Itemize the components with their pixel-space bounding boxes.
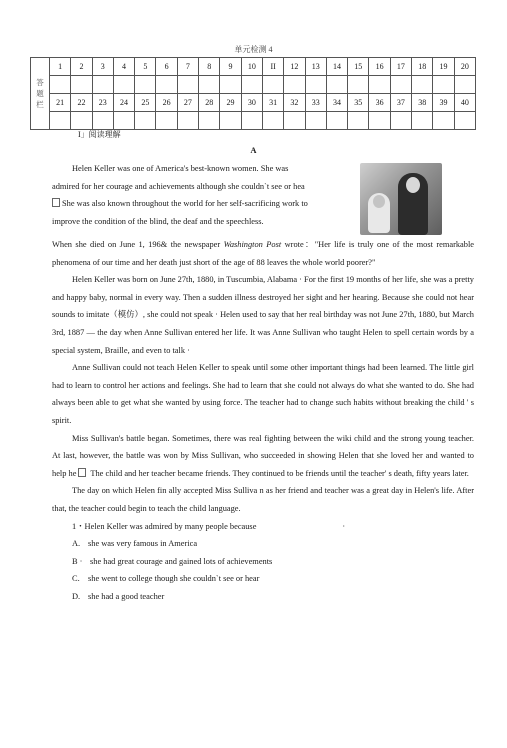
question-number-cell: 23 — [92, 94, 113, 112]
passage-title: A — [250, 145, 257, 155]
question-number-cell: 29 — [220, 94, 241, 112]
answer-cell[interactable] — [50, 76, 71, 94]
question-number-cell: 15 — [348, 58, 369, 76]
question-number-cell: 18 — [412, 58, 433, 76]
answer-cell[interactable] — [177, 112, 198, 130]
option-b[interactable]: B · she had great courage and gained lots of achievements — [72, 556, 273, 566]
answer-cell[interactable] — [369, 112, 390, 130]
question-number-cell: 25 — [135, 94, 156, 112]
answer-cell[interactable] — [92, 112, 113, 130]
passage-paragraph-1-continued — [52, 236, 474, 271]
question-number-cell: 39 — [433, 94, 454, 112]
question-number-cell: 24 — [113, 94, 134, 112]
question-number-cell: 36 — [369, 94, 390, 112]
answer-cell[interactable] — [113, 76, 134, 94]
question-number-cell: 8 — [199, 58, 220, 76]
missing-glyph-box — [78, 468, 86, 477]
text-run: wrote："Her life is truly one of the most remarkable phenomena of our time and her death just short of the age of 88 leaves the whole world poorer?" — [52, 240, 474, 267]
question-number-cell: 5 — [135, 58, 156, 76]
answer-grid-side-label — [31, 58, 50, 130]
answer-cell[interactable] — [241, 112, 262, 130]
question-number-cell: 3 — [92, 58, 113, 76]
question-number-cell: 22 — [71, 94, 92, 112]
answer-cell[interactable] — [262, 76, 283, 94]
question-number-cell: 19 — [433, 58, 454, 76]
answer-cell[interactable] — [135, 112, 156, 130]
question-number-cell: 1 — [50, 58, 71, 76]
answer-grid-row-answers-1 — [31, 76, 476, 94]
text-line: improve the condition of the blind, the deaf and the speechless. — [52, 216, 264, 226]
question-number-cell: 12 — [284, 58, 305, 76]
answer-cell[interactable] — [390, 76, 411, 94]
side-char: 栏 — [36, 100, 44, 109]
newspaper-name: Washington Post — [223, 240, 282, 249]
answer-cell[interactable] — [305, 76, 326, 94]
question-number-cell: 35 — [348, 94, 369, 112]
question-number-cell: 6 — [156, 58, 177, 76]
answer-cell[interactable] — [50, 112, 71, 130]
question-number-cell: 17 — [390, 58, 411, 76]
answer-cell[interactable] — [433, 76, 454, 94]
question-number-cell: 14 — [326, 58, 347, 76]
answer-cell[interactable] — [454, 112, 475, 130]
question-number-cell: 38 — [412, 94, 433, 112]
answer-cell[interactable] — [71, 76, 92, 94]
question-number-cell: 30 — [241, 94, 262, 112]
question-number-cell: 28 — [199, 94, 220, 112]
answer-grid — [30, 57, 476, 130]
answer-cell[interactable] — [369, 76, 390, 94]
question-number-cell: 20 — [454, 58, 475, 76]
answer-grid-row-numbers-2 — [31, 94, 476, 112]
passage-paragraph-4 — [52, 430, 474, 483]
passage-body — [52, 236, 474, 605]
question-number-cell: 27 — [177, 94, 198, 112]
answer-cell[interactable] — [412, 76, 433, 94]
answer-cell[interactable] — [433, 112, 454, 130]
answer-cell[interactable] — [92, 76, 113, 94]
answer-cell[interactable] — [326, 112, 347, 130]
side-char: 题 — [36, 89, 44, 98]
question-number-cell: 7 — [177, 58, 198, 76]
question-number-cell: 33 — [305, 94, 326, 112]
answer-grid-row-answers-2 — [31, 112, 476, 130]
question-number-cell: 32 — [284, 94, 305, 112]
answer-cell[interactable] — [177, 76, 198, 94]
answer-cell[interactable] — [220, 112, 241, 130]
question-number-cell: 40 — [454, 94, 475, 112]
question-number-cell: 37 — [390, 94, 411, 112]
answer-cell[interactable] — [262, 112, 283, 130]
answer-cell[interactable] — [199, 112, 220, 130]
answer-cell[interactable] — [156, 76, 177, 94]
text-line — [52, 195, 354, 213]
answer-cell[interactable] — [305, 112, 326, 130]
answer-cell[interactable] — [199, 76, 220, 94]
question-number-cell: 10 — [241, 58, 262, 76]
text-line: Helen Keller was one of America's best-known women. She was — [72, 164, 289, 173]
answer-cell[interactable] — [284, 112, 305, 130]
question-number-cell: 2 — [71, 58, 92, 76]
answer-cell[interactable] — [454, 76, 475, 94]
question-number-cell: 16 — [369, 58, 390, 76]
passage-paragraph-5: The day on which Helen fin ally accepted Miss Sulliva n as her friend and teacher was a great day in Helen's life. After that, the teacher could begin to teach the child language. — [52, 486, 474, 513]
passage-paragraph-1 — [52, 160, 354, 230]
helen-keller-photo — [360, 163, 442, 235]
question-number-cell: 26 — [156, 94, 177, 112]
side-char: 答 — [36, 78, 44, 87]
answer-cell[interactable] — [348, 112, 369, 130]
text-run: Miss Sullivan's battle began. Sometimes, there was real fighting between the wiki child and the strong young teacher. At last, however, the battle was won by Miss Sullivan, who succeeded in showing Helen that she loved her and wanted to help he — [52, 433, 474, 478]
question-number-cell: 21 — [50, 94, 71, 112]
question-number-cell: 34 — [326, 94, 347, 112]
answer-cell[interactable] — [71, 112, 92, 130]
question-stem: 1・Helen Keller was admired by many people because · — [72, 521, 346, 531]
question-number-cell: 9 — [220, 58, 241, 76]
passage-paragraph-3: Anne Sullivan could not teach Helen Keller to speak until some other important things had been learned. The little girl had to learn to control her actions and feelings. She had to learn that she could not always do what she wanted to do. She had always been able to get what she wanted by using force. The teacher had to change such habits without breaking the child ' s spirit. — [52, 363, 474, 425]
option-c[interactable]: C. she went to college though she couldn`t see or hear — [72, 574, 260, 584]
answer-cell[interactable] — [135, 76, 156, 94]
answer-cell[interactable] — [284, 76, 305, 94]
question-number-cell: 4 — [113, 58, 134, 76]
text-line-content: She was also known throughout the world for her self-sacrificing work to — [62, 199, 308, 209]
question-number-cell: 13 — [305, 58, 326, 76]
answer-cell[interactable] — [156, 112, 177, 130]
answer-cell[interactable] — [412, 112, 433, 130]
text-run: The child and her teacher became friends. They continued to be friends until the teacher' s death, fifty years later. — [88, 468, 469, 478]
text-line: admired for her courage and achievements although she couldn`t see or hea — [52, 181, 305, 191]
answer-cell[interactable] — [348, 76, 369, 94]
answer-cell[interactable] — [113, 112, 134, 130]
question-number-cell: 31 — [262, 94, 283, 112]
section-label: I」阅读理解 — [78, 130, 121, 139]
answer-cell[interactable] — [390, 112, 411, 130]
answer-cell[interactable] — [326, 76, 347, 94]
missing-glyph-box — [52, 198, 60, 207]
option-a[interactable]: A. she was very famous in America — [72, 539, 198, 549]
text-run: When she died on June 1, 196& the newspaper — [52, 240, 224, 249]
question-number-cell: II — [262, 58, 283, 76]
answer-cell[interactable] — [220, 76, 241, 94]
passage-paragraph-2: Helen Keller was born on June 27th, 1880, in Tuscumbia, Alabama · For the first 19 months of her life, she was a pretty and happy baby, normal in every way. Then a sudden illness destroyed her sight and her hearing. Because she could not hear sounds to imitate（模仿）, she could not speak · Helen used to say that her real birthday was not June 27th, 1880, but March 3rd, 1887 — the day when Anne Sullivan entered her life. It was Anne Sullivan who taught Helen to spell certain words by a special system, Braille, and even to talk · — [52, 275, 474, 355]
option-d[interactable]: D. she had a good teacher — [72, 591, 165, 601]
answer-cell[interactable] — [241, 76, 262, 94]
answer-grid-row-numbers-1 — [31, 58, 476, 76]
page-header: 单元检测 4 — [234, 45, 273, 54]
question-1 — [52, 518, 474, 606]
